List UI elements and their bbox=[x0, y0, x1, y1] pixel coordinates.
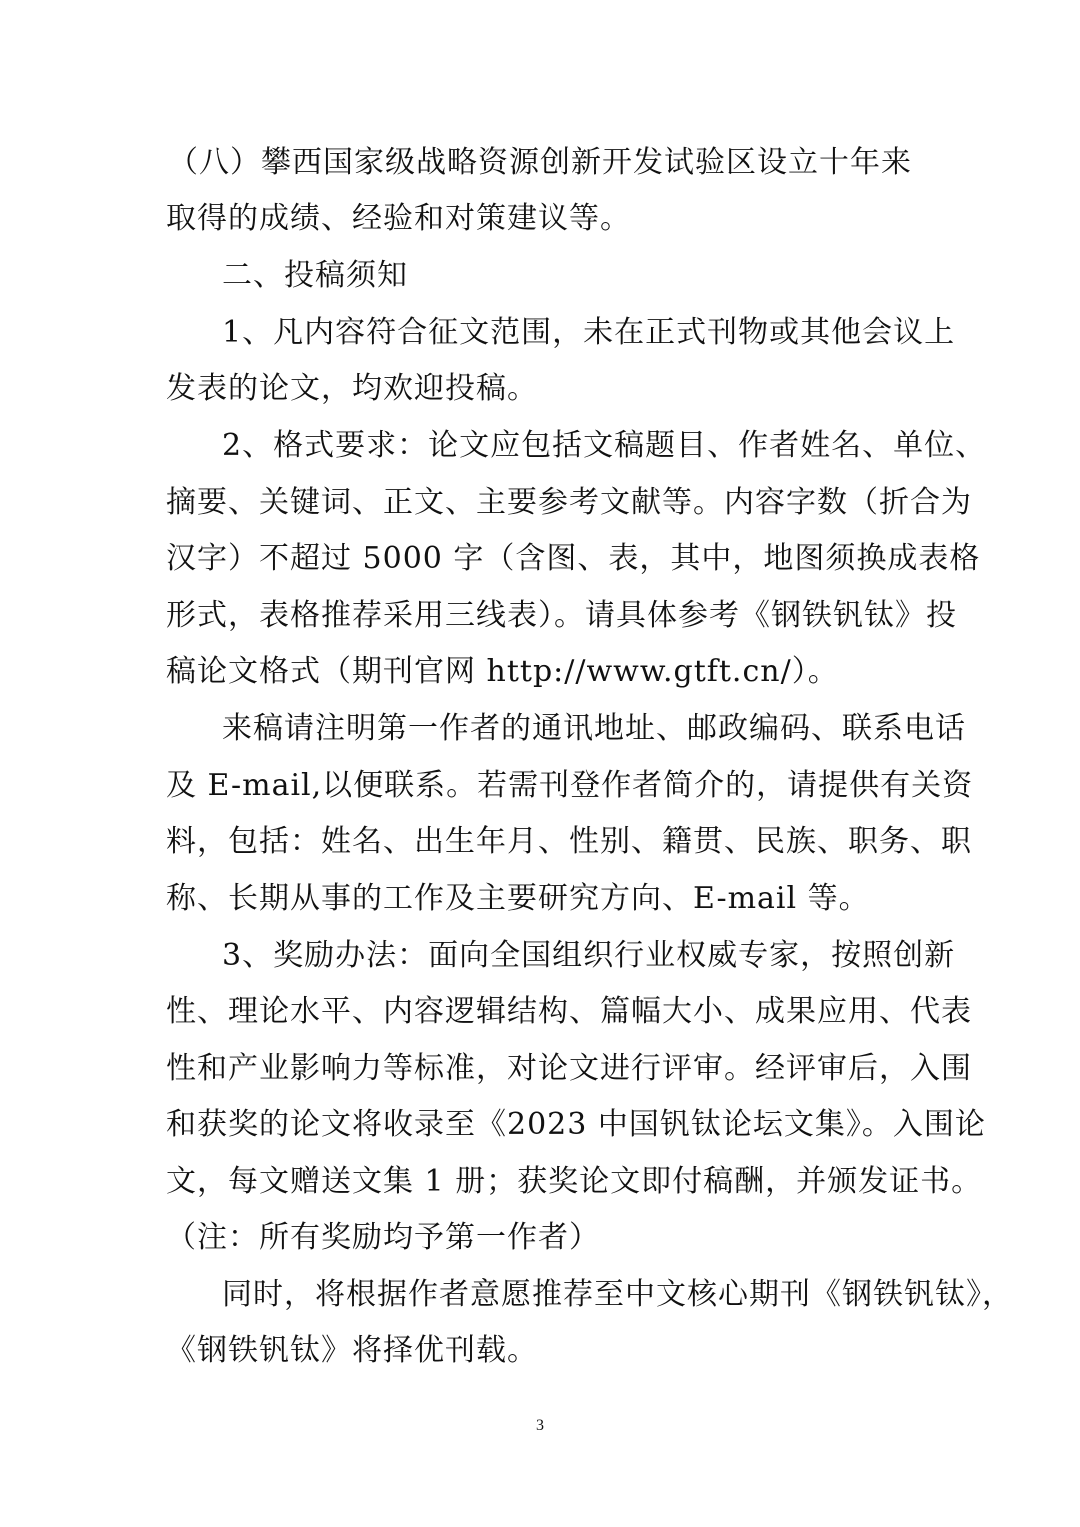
text-line: 稿论文格式（期刊官网 http://www.gtft.cn/）。 bbox=[166, 654, 839, 689]
text-line: 汉字）不超过 5000 字（含图、表，其中，地图须换成表格 bbox=[166, 541, 981, 576]
text-line: （注：所有奖励均予第一作者） bbox=[166, 1220, 600, 1255]
text-line: （八）攀西国家级战略资源创新开发试验区设立十年来 bbox=[168, 145, 912, 180]
text-line: 2、格式要求：论文应包括文稿题目、作者姓名、单位、 bbox=[222, 428, 987, 463]
text-line: 性和产业影响力等标准，对论文进行评审。经评审后，入围 bbox=[166, 1051, 972, 1086]
text-line: 3、奖励办法：面向全国组织行业权威专家，按照创新 bbox=[222, 938, 956, 973]
text-line: 料，包括：姓名、出生年月、性别、籍贯、民族、职务、职 bbox=[166, 824, 972, 859]
text-line: 和获奖的论文将收录至《2023 中国钒钛论坛文集》。入围论 bbox=[166, 1107, 986, 1142]
text-line: 同时，将根据作者意愿推荐至中文核心期刊《钢铁钒钛》， bbox=[222, 1277, 1013, 1312]
text-line: 《钢铁钒钛》将择优刊载。 bbox=[166, 1333, 538, 1368]
text-line: 文，每文赠送文集 1 册；获奖论文即付稿酬，并颁发证书。 bbox=[166, 1164, 983, 1199]
text-line: 取得的成绩、经验和对策建议等。 bbox=[166, 201, 631, 236]
text-line: 来稿请注明第一作者的通讯地址、邮政编码、联系电话 bbox=[222, 711, 966, 746]
text-line: 性、理论水平、内容逻辑结构、篇幅大小、成果应用、代表 bbox=[166, 994, 972, 1029]
text-line: 发表的论文，均欢迎投稿。 bbox=[166, 371, 538, 406]
text-line: 形式，表格推荐采用三线表）。请具体参考《钢铁钒钛》投 bbox=[166, 598, 957, 633]
page-number: 3 bbox=[536, 1417, 544, 1434]
text-line: 及 E-mail,以便联系。若需刊登作者简介的，请提供有关资 bbox=[166, 768, 974, 803]
text-line: 1、凡内容符合征文范围，未在正式刊物或其他会议上 bbox=[222, 315, 956, 350]
section-heading: 二、投稿须知 bbox=[222, 258, 408, 293]
text-line: 称、长期从事的工作及主要研究方向、E-mail 等。 bbox=[166, 881, 870, 916]
text-line: 摘要、关键词、正文、主要参考文献等。内容字数（折合为 bbox=[166, 485, 972, 520]
